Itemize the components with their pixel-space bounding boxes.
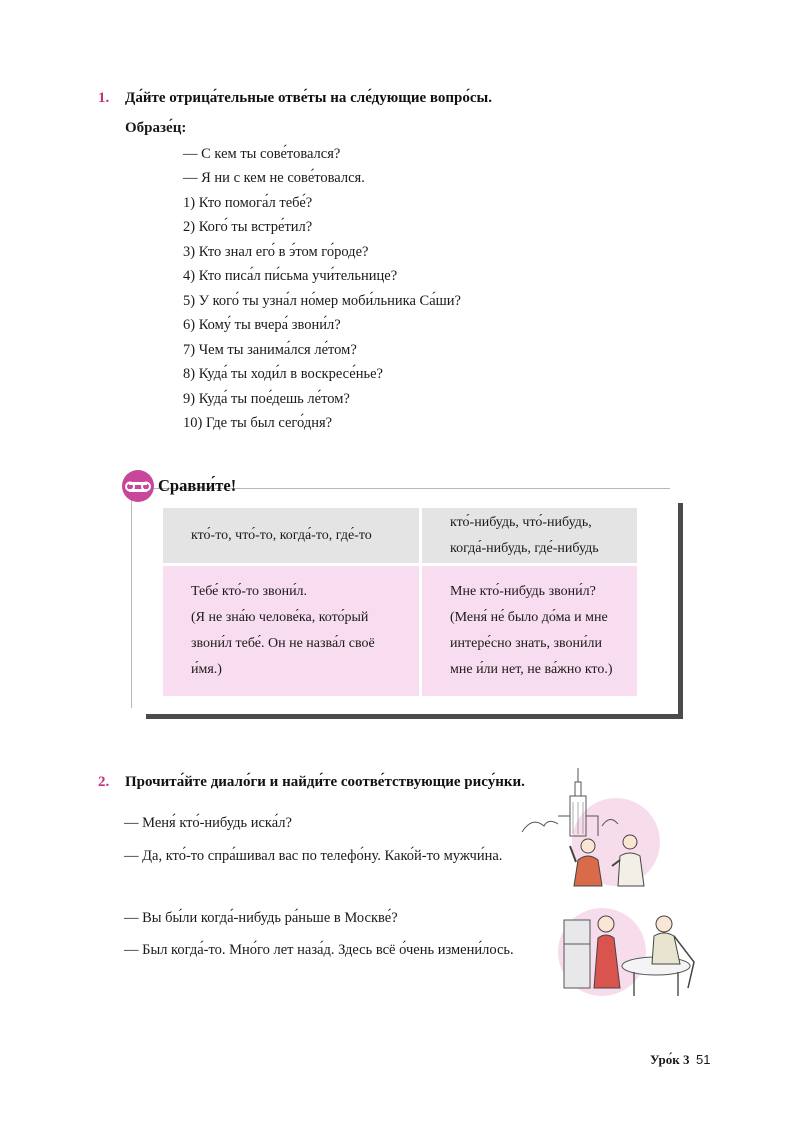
question-item: 7) Чем ты занима́лся ле́том? — [183, 342, 357, 358]
compare-text-line: интере́сно знать, звони́ли — [450, 636, 602, 651]
question-item: 9) Куда́ ты пое́дешь ле́том? — [183, 391, 350, 407]
question-item: 3) Кто знал его́ в э́том го́роде? — [183, 244, 369, 260]
model-line: — Я ни с кем не сове́товался. — [183, 170, 365, 186]
compare-table — [163, 508, 637, 696]
dialog-line: — Да, кто́-то спра́шивал вас по телефо́ну. Како́й-то мужчи́на. — [124, 848, 503, 864]
compare-header-left: кто́-то, что́-то, когда́-то, где́-то — [163, 508, 419, 563]
compare-text-line: когда́-нибудь, где́-нибудь — [450, 540, 599, 556]
compare-text-line: Мне кто́-нибудь звони́л? — [450, 584, 596, 599]
compare-text-line: и́мя.) — [191, 662, 222, 677]
compare-box-border — [131, 498, 132, 708]
exercise-number: 2. — [98, 774, 110, 790]
dialog-line: — Меня́ кто́-нибудь иска́л? — [124, 815, 292, 831]
compare-text-line: (Меня́ не́ было до́ма и мне — [450, 610, 608, 625]
compare-example-right — [419, 563, 637, 696]
question-item: 10) Где ты был сего́дня? — [183, 415, 333, 431]
illustration-kitchen — [556, 902, 706, 1002]
model-line: — С кем ты сове́товался? — [183, 146, 341, 162]
page-number: 51 — [696, 1052, 711, 1067]
question-item: 8) Куда́ ты ходи́л в воскресе́нье? — [183, 366, 383, 382]
question-item: 5) У кого́ ты узна́л но́мер моби́льника Са́ши? — [183, 293, 461, 309]
compare-text-line: Тебе́ кто́-то звони́л. — [191, 584, 308, 599]
lesson-label: Уро́к 3 — [650, 1052, 690, 1067]
compare-text-line: звони́л тебе́. Он не назва́л своё — [191, 636, 375, 651]
compare-header-right — [419, 508, 637, 563]
compare-text-line: (Я не зна́ю челове́ка, кото́рый — [191, 610, 369, 625]
compare-box-shadow — [146, 714, 683, 719]
dialog-line: — Вы бы́ли когда́-нибудь ра́ньше в Москве́? — [124, 910, 398, 926]
model-label: Образе́ц: — [125, 120, 187, 136]
exercise-title: Прочита́йте диало́ги и найди́те соотве́тствующие рису́нки. — [125, 774, 525, 790]
compare-example-left — [163, 563, 419, 696]
question-item: 2) Кого́ ты встре́тил? — [183, 219, 313, 235]
compare-text-line: кто́-нибудь, что́-нибудь, — [450, 514, 592, 530]
illustration-phone-call — [518, 762, 663, 887]
question-item: 6) Кому́ ты вчера́ звони́л? — [183, 317, 341, 333]
dialog-line: — Был когда́-то. Мно́го лет наза́д. Здесь всё о́чень измени́лось. — [124, 942, 514, 958]
question-item: 1) Кто помога́л тебе́? — [183, 195, 313, 211]
exercise-number: 1. — [98, 90, 110, 106]
compare-text-line: мне и́ли нет, не ва́жно кто.) — [450, 662, 613, 677]
compare-icon — [122, 470, 154, 502]
compare-title: Сравни́те! — [158, 476, 237, 495]
exercise-title: Да́йте отрица́тельные отве́ты на сле́дующие вопро́сы. — [125, 90, 493, 106]
question-item: 4) Кто писа́л пи́сьма учи́тельнице? — [183, 268, 398, 284]
compare-box-shadow — [678, 503, 683, 719]
